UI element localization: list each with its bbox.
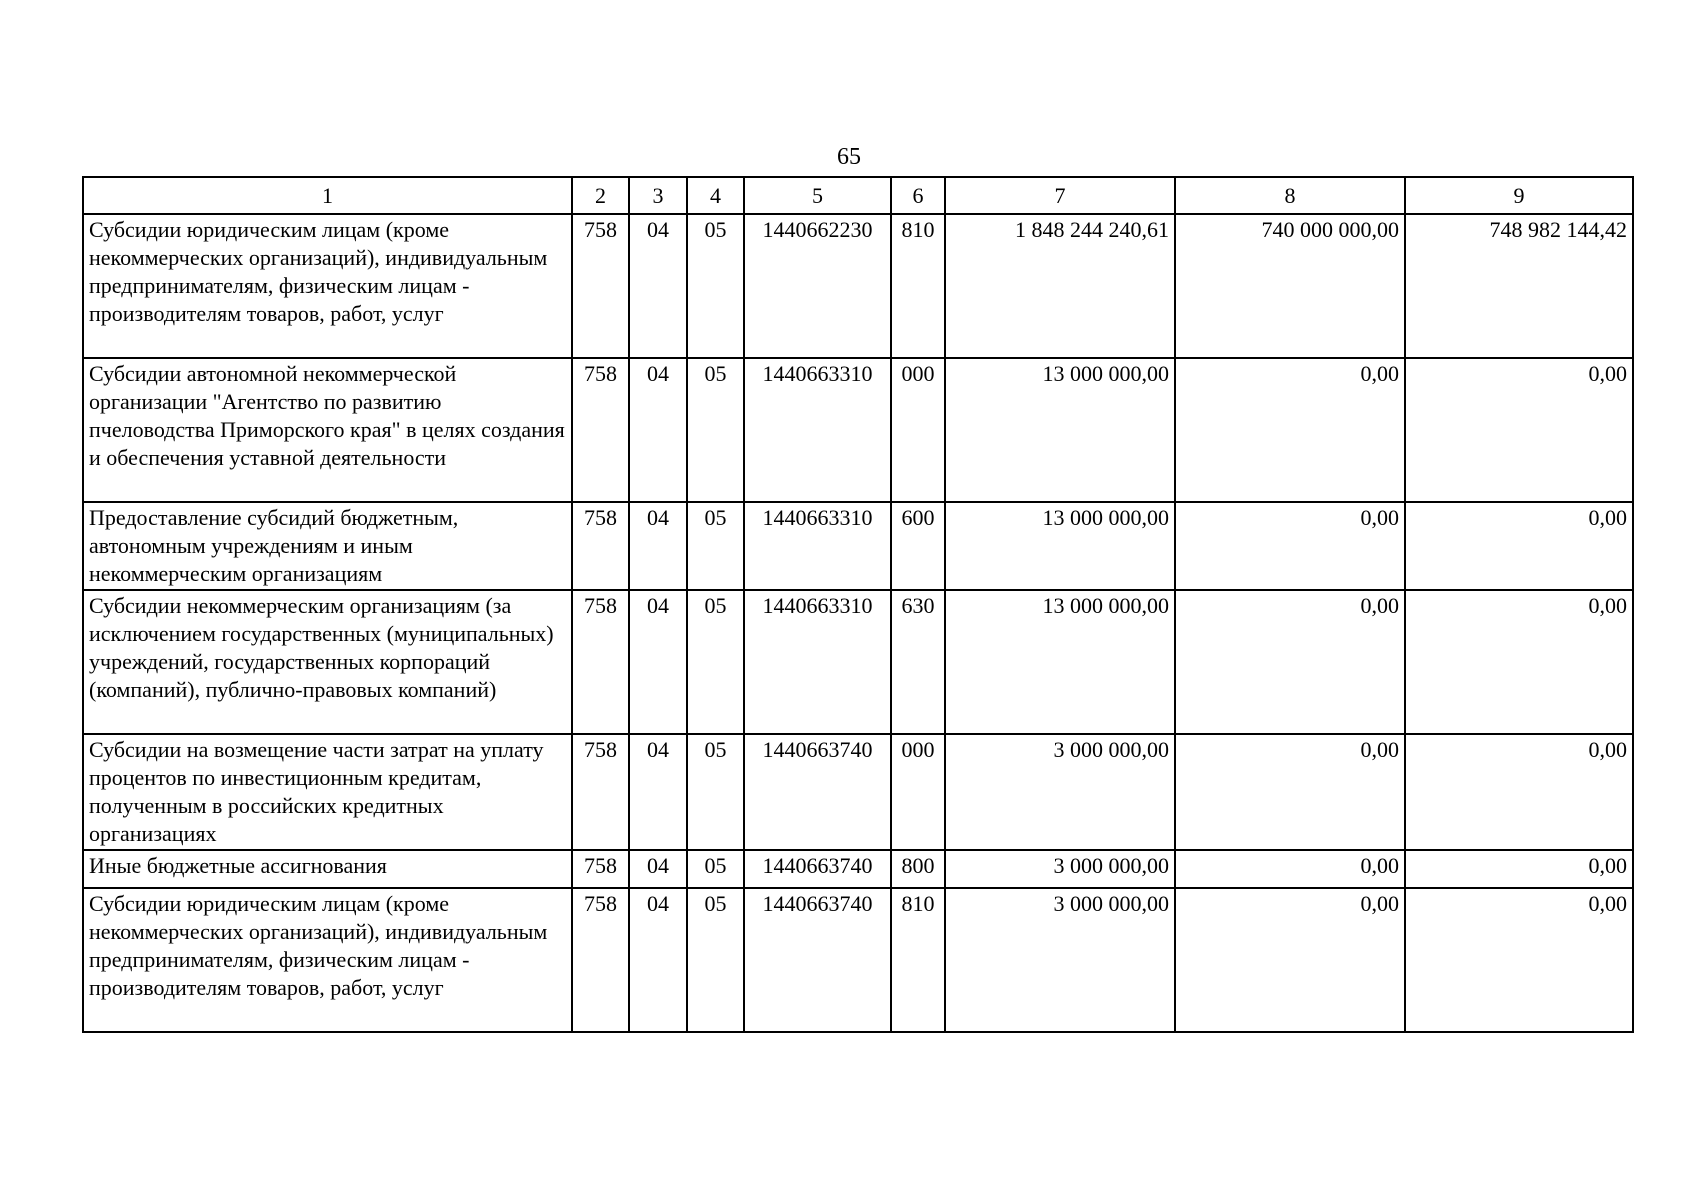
page-number: 65 (837, 144, 861, 170)
cell-section: 04 (629, 888, 687, 1032)
cell-expense-type: 000 (891, 358, 945, 502)
table-row (83, 358, 1633, 502)
table-row (83, 850, 1633, 888)
row-name: Субсидии автономной некоммерческой организации "Агентство по развитию пчеловодства Приморского края" в целях создания и обеспечения уставной деятельности (83, 358, 572, 502)
cell-section: 04 (629, 590, 687, 734)
cell-amount-7: 13 000 000,00 (945, 358, 1175, 502)
cell-admin-code: 758 (572, 888, 629, 1032)
cell-target-article: 1440663740 (744, 888, 891, 1032)
cell-subsection: 05 (687, 888, 744, 1032)
table-row (83, 214, 1633, 358)
cell-amount-8: 0,00 (1175, 888, 1405, 1032)
cell-expense-type: 000 (891, 734, 945, 850)
column-header: 5 (744, 177, 891, 214)
cell-admin-code: 758 (572, 734, 629, 850)
cell-expense-type: 630 (891, 590, 945, 734)
cell-amount-8: 0,00 (1175, 358, 1405, 502)
cell-amount-9: 0,00 (1405, 502, 1633, 590)
cell-section: 04 (629, 502, 687, 590)
column-header: 9 (1405, 177, 1633, 214)
cell-target-article: 1440663310 (744, 590, 891, 734)
cell-subsection: 05 (687, 734, 744, 850)
cell-amount-7: 13 000 000,00 (945, 502, 1175, 590)
cell-amount-8: 0,00 (1175, 502, 1405, 590)
cell-section: 04 (629, 358, 687, 502)
cell-section: 04 (629, 214, 687, 358)
cell-target-article: 1440663310 (744, 358, 891, 502)
cell-expense-type: 600 (891, 502, 945, 590)
cell-amount-7: 3 000 000,00 (945, 888, 1175, 1032)
cell-admin-code: 758 (572, 214, 629, 358)
cell-amount-7: 13 000 000,00 (945, 590, 1175, 734)
row-name: Субсидии на возмещение части затрат на уплату процентов по инвестиционным кредитам, полученным в российских кредитных организациях (83, 734, 572, 850)
column-header: 3 (629, 177, 687, 214)
cell-target-article: 1440663310 (744, 502, 891, 590)
cell-expense-type: 800 (891, 850, 945, 888)
cell-admin-code: 758 (572, 502, 629, 590)
cell-amount-7: 3 000 000,00 (945, 850, 1175, 888)
cell-subsection: 05 (687, 850, 744, 888)
table-row (83, 502, 1633, 590)
cell-subsection: 05 (687, 590, 744, 734)
cell-amount-9: 0,00 (1405, 734, 1633, 850)
cell-expense-type: 810 (891, 214, 945, 358)
cell-amount-9: 0,00 (1405, 850, 1633, 888)
cell-section: 04 (629, 850, 687, 888)
row-name: Иные бюджетные ассигнования (83, 850, 572, 888)
row-name: Субсидии юридическим лицам (кроме некоммерческих организаций), индивидуальным предпринимателям, физическим лицам - производителям товаров, работ, услуг (83, 888, 572, 1032)
row-name: Предоставление субсидий бюджетным, автономным учреждениям и иным некоммерческим организациям (83, 502, 572, 590)
cell-subsection: 05 (687, 358, 744, 502)
column-header: 2 (572, 177, 629, 214)
header-row (83, 177, 1633, 214)
cell-target-article: 1440663740 (744, 850, 891, 888)
column-header: 1 (83, 177, 572, 214)
cell-amount-7: 1 848 244 240,61 (945, 214, 1175, 358)
column-header: 6 (891, 177, 945, 214)
cell-expense-type: 810 (891, 888, 945, 1032)
cell-amount-7: 3 000 000,00 (945, 734, 1175, 850)
column-header: 8 (1175, 177, 1405, 214)
cell-admin-code: 758 (572, 850, 629, 888)
table-row (83, 734, 1633, 850)
cell-amount-8: 0,00 (1175, 734, 1405, 850)
cell-amount-8: 740 000 000,00 (1175, 214, 1405, 358)
cell-admin-code: 758 (572, 358, 629, 502)
cell-target-article: 1440663740 (744, 734, 891, 850)
cell-admin-code: 758 (572, 590, 629, 734)
row-name: Субсидии юридическим лицам (кроме некоммерческих организаций), индивидуальным предпринимателям, физическим лицам - производителям товаров, работ, услуг (83, 214, 572, 358)
table-row (83, 590, 1633, 734)
budget-table (82, 176, 1634, 1033)
cell-amount-9: 0,00 (1405, 358, 1633, 502)
cell-target-article: 1440662230 (744, 214, 891, 358)
cell-amount-8: 0,00 (1175, 590, 1405, 734)
column-header: 7 (945, 177, 1175, 214)
row-name: Субсидии некоммерческим организациям (за исключением государственных (муниципальных) учреждений, государственных корпораций (компаний), публично-правовых компаний) (83, 590, 572, 734)
table-row (83, 888, 1633, 1032)
cell-amount-9: 0,00 (1405, 590, 1633, 734)
cell-amount-9: 748 982 144,42 (1405, 214, 1633, 358)
cell-section: 04 (629, 734, 687, 850)
cell-amount-9: 0,00 (1405, 888, 1633, 1032)
cell-amount-8: 0,00 (1175, 850, 1405, 888)
column-header: 4 (687, 177, 744, 214)
cell-subsection: 05 (687, 214, 744, 358)
cell-subsection: 05 (687, 502, 744, 590)
